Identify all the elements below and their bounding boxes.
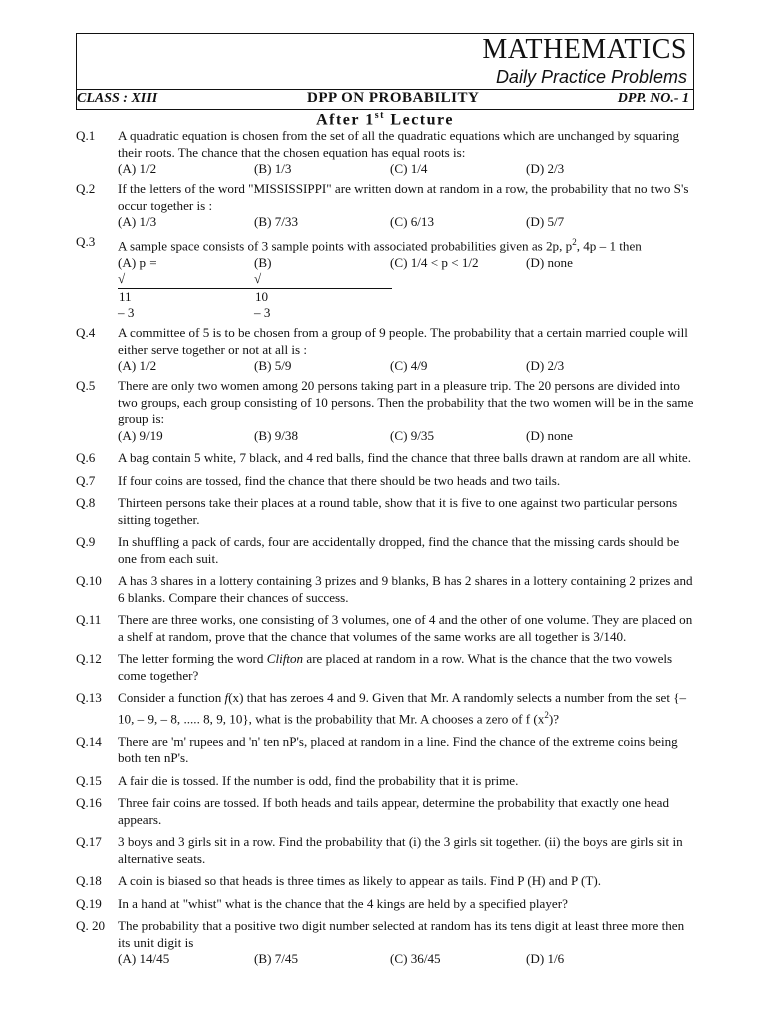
class-label: CLASS : XIII [77,91,158,106]
question-text: A quadratic equation is chosen from the set of all the quadratic equations which are unchanged by squaring their roots. The chance that the chosen equation has equal roots is: [118,128,680,160]
option: (B) 1/3 [254,161,292,176]
topic-label: DPP ON PROBABILITY [307,90,480,106]
question-number: Q.18 [76,873,102,889]
question [76,573,698,606]
question-number: Q.14 [76,733,102,749]
text-part: – 3 [254,305,271,321]
option: (A) 9/19 [118,427,163,443]
question-options [118,214,698,231]
question-number: Q.13 [76,690,102,706]
question [76,450,698,467]
question-options [118,161,698,178]
question [76,734,698,767]
question-text: There are three works, one consisting of 3 volumes, one of 4 and the other of one volume. They are placed on a shelf at random, prove that the chance that volumes of the same works are all together is 3/140. [118,612,693,644]
question-options [118,428,698,445]
question [76,534,698,567]
question [76,234,698,322]
header-info-row [77,90,693,109]
question-number: Q.4 [76,325,96,341]
question-number: Q.8 [76,495,96,511]
emphasis: f [224,690,229,706]
option: (A) 14/45 [118,951,170,967]
text-part: )? [548,711,560,727]
option: (D) 2/3 [526,161,565,176]
question-text: If the letters of the word "MISSISSIPPI" are written down at random in a row, the probability that no two S's occur together is : [118,181,689,213]
question [76,651,698,684]
lecture-prefix: After 1 [316,111,375,129]
question-number: Q.6 [76,450,96,466]
emphasis: Clifton [266,651,304,667]
question [76,378,698,444]
option: (D) none [526,427,573,443]
question [76,896,698,913]
option: (B) 9/38 [254,427,299,443]
question-number: Q.3 [76,234,96,249]
question-text: In a hand at "whist" what is the chance that the 4 kings are held by a specified player? [118,895,568,911]
question [76,495,698,528]
question [76,128,698,178]
question [76,834,698,867]
radicand: 10 [254,288,392,306]
option: (C) 1/4 [390,161,428,176]
option: (C) 4/9 [390,358,428,374]
question-text: A fair die is tossed. If the number is odd, find the probability that it is prime. [118,772,519,788]
lecture-heading [76,110,694,129]
question [76,325,698,375]
text-part: – 3 [118,305,135,321]
question-text [118,651,698,684]
superscript: 2 [572,237,577,247]
question-number: Q. 20 [76,918,106,934]
question [76,181,698,231]
text-part: A sample space consists of 3 sample points with associated probabilities given as 2p, p [118,238,573,254]
text-part: (B) [254,254,272,270]
option: (B)√10– 3 [254,255,390,322]
question [76,795,698,828]
dpp-number: DPP. NO.- 1 [617,91,689,106]
superscript: 2 [544,709,549,720]
option: (A) 1/3 [118,214,157,229]
option: (A) 1/2 [118,161,157,176]
question-number: Q.9 [76,534,96,550]
question-text: Thirteen persons take their places at a round table, show that it is five to one against two particular persons sitting together. [118,495,678,527]
option: (A) p =√11– 3 [118,255,254,322]
option: (C) 6/13 [390,214,435,229]
option: (C) 36/45 [390,951,441,967]
page-header [76,33,694,110]
question-text: In shuffling a pack of cards, four are accidentally dropped, find the chance that the missing cards should be one from each suit. [118,534,680,566]
question [76,873,698,890]
question-text: A bag contain 5 white, 7 black, and 4 red balls, find the chance that three balls drawn at random are all white. [118,450,692,466]
option: (A) 1/2 [118,358,157,374]
question-list [76,128,698,971]
text-part: The letter forming the word [118,651,267,667]
question-number: Q.16 [76,795,102,811]
question-text: 3 boys and 3 girls sit in a row. Find the probability that (i) the 3 girls sit together. (ii) the boys are girls sit in alternative seats. [118,834,683,866]
question-text [118,234,698,255]
question [76,690,698,727]
question [76,918,698,968]
question-number: Q.12 [76,651,102,667]
question-text [118,690,698,727]
question-number: Q.19 [76,895,102,911]
question-text: The probability that a positive two digit number selected at random has its tens digit at least three more then its unit digit is [118,918,685,950]
question-number: Q.11 [76,612,102,628]
option: (C) 9/35 [390,427,435,443]
question-text: There are 'm' rupees and 'n' ten nP's, placed at random in a line. Find the chance of the extreme coins being both ten nP's. [118,733,678,766]
question-text: There are only two women among 20 persons taking part in a pleasure trip. The 20 persons are divided into two groups, each group consisting of 10 persons. Then the probability that the two women will be in the same group is: [118,378,694,427]
text-part: (A) p = [118,254,157,270]
question-number: Q.1 [76,128,96,143]
radicand: 11 [118,288,256,306]
text-part: , 4p – 1 then [576,238,642,254]
question [76,473,698,490]
question-options [118,358,698,375]
option: (D) 5/7 [526,214,565,229]
question-text: A has 3 shares in a lottery containing 3 prizes and 9 blanks, B has 2 shares in a lottery containing 2 prizes and 6 blanks. Compare their chances of success. [118,573,693,605]
header-box [76,33,694,110]
question-number: Q.7 [76,472,96,488]
option: (D) 1/6 [526,951,565,967]
option: (D) 2/3 [526,358,565,374]
question [76,612,698,645]
question-number: Q.2 [76,181,96,196]
question-text: A coin is biased so that heads is three times as likely to appear as tails. Find P (H) and P (T). [118,873,602,889]
question-number: Q.5 [76,378,96,394]
subject-title: MATHEMATICS [482,34,687,65]
lecture-suffix: Lecture [384,111,454,129]
question-number: Q.17 [76,834,102,850]
question-options [118,255,698,322]
question-number: Q.15 [76,772,102,788]
question-text: Three fair coins are tossed. If both heads and tails appear, determine the probability that exactly one head appears. [118,795,670,827]
option: (B) 7/45 [254,951,299,967]
option: (D) none [526,254,573,270]
option: (C) 1/4 < p < 1/2 [390,254,479,270]
question-options [118,951,698,968]
question [76,773,698,790]
option: (B) 5/9 [254,358,292,374]
lecture-sup: st [374,110,385,121]
question-number: Q.10 [76,573,102,589]
text-part: are placed at random in a row. What is the chance that the two vowels come together? [118,651,673,683]
text-part: Consider a function [118,690,225,706]
question-text: If four coins are tossed, find the chance that there should be two heads and two tails. [118,472,561,488]
question-text: A committee of 5 is to be chosen from a group of 9 people. The probability that a certain married couple will either serve together or not at all is : [118,325,688,357]
subject-subtitle: Daily Practice Problems [495,67,687,87]
option: (B) 7/33 [254,214,299,229]
text-part: (x) that has zeroes 4 and 9. Given that Mr. A randomly selects a number from the set {– 10, – 9, – 8, ..... 8, 9, 10}, what is the probability that Mr. A chooses a zero of f (x [118,690,687,727]
